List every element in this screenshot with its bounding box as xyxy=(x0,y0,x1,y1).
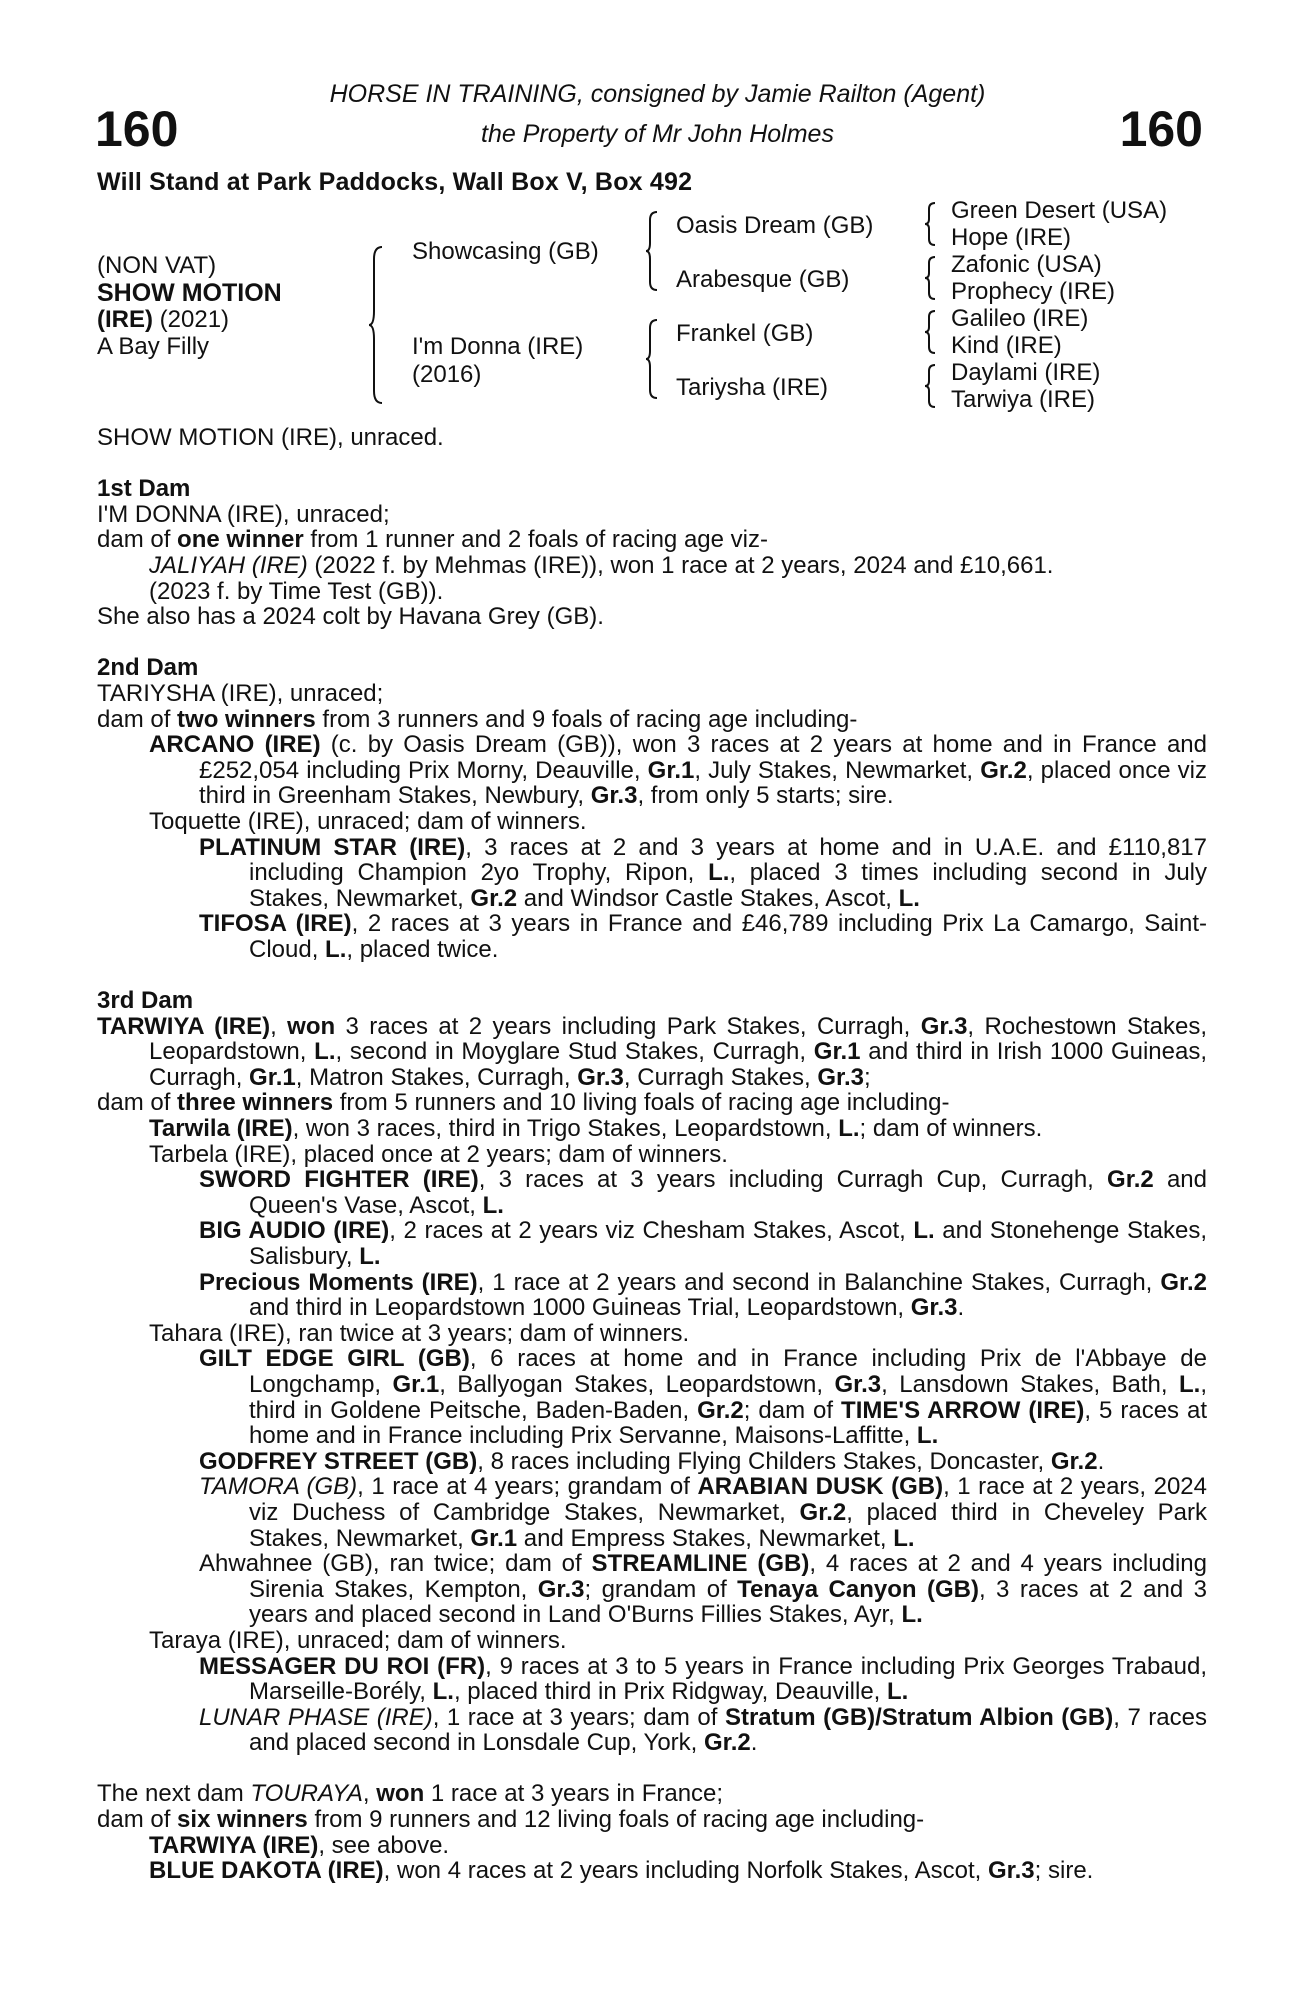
dam-year: (2016) xyxy=(412,361,482,388)
sire-dam: Arabesque (GB) xyxy=(676,266,850,293)
blue-dakota-entry: BLUE DAKOTA (IRE), won 4 races at 2 years including Norfolk Stakes, Ascot, Gr.3; sire. xyxy=(149,1857,1094,1885)
tarwiya-entry: TARWIYA (IRE), won 3 races at 2 years including Park Stakes, Curragh, Gr.3, Rochestown Stakes, Leopardstown, L., second in Moyglare Stud Stakes, Curragh, Gr.1 and third in Irish 1000 Guineas, Curragh, Gr.1, Matron Stakes, Curragh, Gr.3, Curragh Stakes, Gr.3; xyxy=(97,1012,1208,1091)
tifosa-entry: TIFOSA (IRE), 2 races at 3 years in France and £46,789 including Prix La Camargo, Saint-Cloud, L., placed twice. xyxy=(199,910,1207,963)
horse-name: SHOW MOTION xyxy=(97,279,282,307)
dam-sire-dam: Kind (IRE) xyxy=(951,332,1062,359)
foal-2023: (2023 f. by Time Test (GB)). xyxy=(149,577,444,605)
brace-main xyxy=(368,245,386,405)
tamora-entry: TAMORA (GB), 1 race at 4 years; grandam of ARABIAN DUSK (GB), 1 race at 2 years, 2024 viz Duchess of Cambridge Stakes, Newmarket, Gr.2, placed third in Cheveley Park Stakes, Newmarket, Gr.1 and Empress Stakes, Newmarket, L. xyxy=(199,1473,1208,1552)
brace-sire xyxy=(645,210,661,292)
third-dam-heading: 3rd Dam xyxy=(97,987,194,1015)
platinum-star-entry: PLATINUM STAR (IRE), 3 races at 2 and 3 years at home and in U.A.E. and £110,817 including Champion 2yo Trophy, Ripon, L., placed 3 times including second in July Stakes, Newmarket, Gr.2 and Windsor Castle Stakes, Ascot, L. xyxy=(199,833,1207,912)
vat-status: (NON VAT) xyxy=(97,252,217,279)
dam: I'm Donna (IRE) xyxy=(412,333,584,360)
horse-origin-year xyxy=(97,306,229,334)
foal-2024: She also has a 2024 colt by Havana Grey (GB). xyxy=(97,603,604,631)
dam-dam-dam: Tarwiya (IRE) xyxy=(951,386,1096,413)
consignor-line: HORSE IN TRAINING, consigned by Jamie Railton (Agent) xyxy=(329,80,986,108)
sire-sire: Oasis Dream (GB) xyxy=(676,212,874,239)
lot-number-left: 160 xyxy=(95,101,179,157)
third-dam-produce: dam of three winners from 5 runners and 10 living foals of racing age including- xyxy=(97,1089,950,1117)
sword-fighter-entry: SWORD FIGHTER (IRE), 3 races at 3 years including Curragh Cup, Curragh, Gr.2 and Queen's Vase, Ascot, L. xyxy=(199,1166,1207,1219)
arcano-entry: ARCANO (IRE) (c. by Oasis Dream (GB)), won 3 races at 2 years at home and in France and £252,054 including Prix Morny, Deauville, Gr.1, July Stakes, Newmarket, Gr.2, placed once viz third in Greenham Stakes, Newbury, Gr.3, from only 5 starts; sire. xyxy=(149,731,1207,810)
lot-number-right: 160 xyxy=(1119,101,1203,157)
horse-description: A Bay Filly xyxy=(97,333,210,360)
ahwahnee-entry: Ahwahnee (GB), ran twice; dam of STREAMLINE (GB), 4 races at 2 and 4 years including Sirenia Stakes, Kempton, Gr.3; grandam of Tenaya Canyon (GB), 3 races at 2 and 3 years and placed second in Land O'Burns Fillies Stakes, Ayr, L. xyxy=(199,1550,1207,1629)
precious-moments-entry: Precious Moments (IRE), 1 race at 2 years and second in Balanchine Stakes, Curragh, Gr.2 and third in Leopardstown 1000 Guineas Trial, Leopardstown, Gr.3. xyxy=(199,1268,1208,1322)
gilt-edge-girl-entry: GILT EDGE GIRL (GB), 6 races at home and in France including Prix de l'Abbaye de Longchamp, Gr.1, Ballyogan Stakes, Leopardstown, Gr.3, Lansdown Stakes, Bath, L., third in Goldene Peitsche, Baden-Baden, Gr.2; dam of TIME'S ARROW (IRE), 5 races at home and in France including Prix Servanne, Maisons-Laffitte, L. xyxy=(199,1345,1208,1450)
brace-dam xyxy=(645,318,661,400)
brace-sire-sire xyxy=(924,202,938,246)
brace-dam-dam xyxy=(924,364,938,408)
first-dam-line: I'M DONNA (IRE), unraced; xyxy=(97,500,390,528)
sire-sire-dam: Hope (IRE) xyxy=(951,224,1072,251)
first-dam-produce: dam of one winner from 1 runner and 2 foals of racing age viz- xyxy=(97,526,768,554)
lunar-phase-entry: LUNAR PHASE (IRE), 1 race at 3 years; dam of Stratum (GB)/Stratum Albion (GB), 7 races and placed second in Lonsdale Cup, York, Gr.2. xyxy=(199,1703,1207,1757)
dam-dam: Tariysha (IRE) xyxy=(676,374,829,401)
stand-location: Will Stand at Park Paddocks, Wall Box V, Box 492 xyxy=(97,168,693,196)
property-line: the Property of Mr John Holmes xyxy=(481,120,834,148)
tarwila-entry: Tarwila (IRE), won 3 races, third in Trigo Stakes, Leopardstown, L.; dam of winners. xyxy=(149,1115,1043,1143)
first-dam-heading: 1st Dam xyxy=(97,475,191,503)
toquette-entry: Toquette (IRE), unraced; dam of winners. xyxy=(149,807,587,835)
horse-year: (2021) xyxy=(153,306,230,333)
sire: Showcasing (GB) xyxy=(412,238,599,265)
sire-dam-dam: Prophecy (IRE) xyxy=(951,278,1116,305)
dam-sire-sire: Galileo (IRE) xyxy=(951,305,1089,332)
sire-dam-sire: Zafonic (USA) xyxy=(951,251,1102,278)
jaliyah-entry: JALIYAH (IRE) (2022 f. by Mehmas (IRE)), won 1 race at 2 years, 2024 and £10,661. xyxy=(149,551,1054,579)
dam-dam-sire: Daylami (IRE) xyxy=(951,359,1101,386)
taraya-entry: Taraya (IRE), unraced; dam of winners. xyxy=(149,1626,567,1654)
next-dam-produce: dam of six winners from 9 runners and 12 living foals of racing age including- xyxy=(97,1806,925,1834)
brace-dam-sire xyxy=(924,310,938,354)
brace-sire-dam xyxy=(924,256,938,300)
godfrey-street-entry: GODFREY STREET (GB), 8 races including Flying Childers Stakes, Doncaster, Gr.2. xyxy=(199,1447,1105,1475)
dam-sire: Frankel (GB) xyxy=(676,320,814,347)
horse-country: (IRE) xyxy=(97,306,153,333)
tahara-entry: Tahara (IRE), ran twice at 3 years; dam of winners. xyxy=(149,1319,690,1347)
sire-sire-sire: Green Desert (USA) xyxy=(951,197,1168,224)
next-dam-line: The next dam TOURAYA, won 1 race at 3 years in France; xyxy=(97,1780,724,1808)
tarbela-entry: Tarbela (IRE), placed once at 2 years; dam of winners. xyxy=(149,1140,728,1168)
tarwiya-see-above: TARWIYA (IRE), see above. xyxy=(149,1831,450,1859)
catalogue-body xyxy=(97,425,1207,1884)
messager-du-roi-entry: MESSAGER DU ROI (FR), 9 races at 3 to 5 years in France including Prix Georges Trabaud, Marseille-Borély, L., placed third in Prix Ridgway, Deauville, L. xyxy=(199,1652,1208,1706)
second-dam-heading: 2nd Dam xyxy=(97,654,199,682)
second-dam-line: TARIYSHA (IRE), unraced; xyxy=(97,679,384,707)
intro-line: SHOW MOTION (IRE), unraced. xyxy=(97,424,444,451)
big-audio-entry: BIG AUDIO (IRE), 2 races at 2 years viz Chesham Stakes, Ascot, L. and Stonehenge Stakes, Salisbury, L. xyxy=(199,1217,1208,1270)
second-dam-produce: dam of two winners from 3 runners and 9 foals of racing age including- xyxy=(97,705,858,733)
